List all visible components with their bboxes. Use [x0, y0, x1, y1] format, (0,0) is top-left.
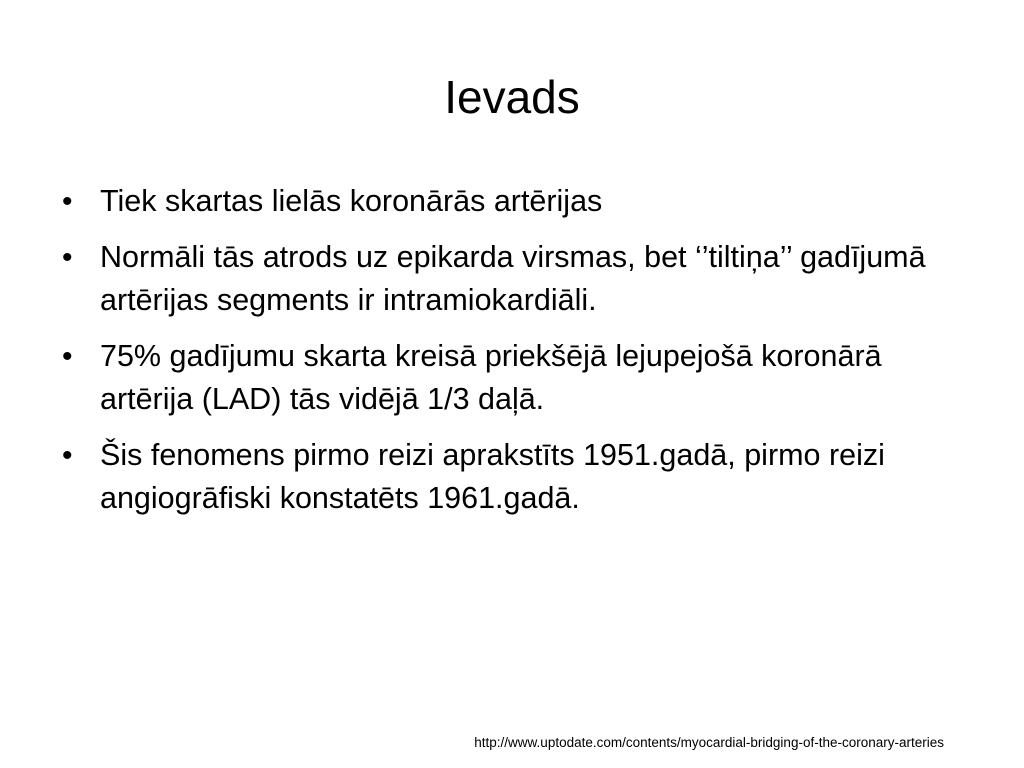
bullet-text: Tiek skartas lielās koronārās artērijas [100, 184, 603, 218]
bullet-item [62, 434, 972, 521]
bullet-icon: • [62, 185, 73, 218]
bullet-icon: • [62, 240, 73, 274]
slide-title: Ievads [444, 71, 580, 123]
bullet-list [62, 180, 972, 533]
bullet-text: 75% gadījumu skarta kreisā priekšējā lejupejošā koronārā artērija (LAD) tās vidējā 1/3 daļā. [100, 338, 882, 416]
bullet-icon: • [62, 438, 73, 472]
bullet-item [62, 236, 972, 323]
bullet-item [62, 180, 972, 224]
bullet-item [62, 335, 972, 422]
bullet-icon: • [62, 339, 73, 373]
bullet-text: Šis fenomens pirmo reizi aprakstīts 1951.gadā, pirmo reizi angiogrāfiski konstatēts 1961.gadā. [100, 437, 885, 515]
bullet-text: Normāli tās atrods uz epikarda virsmas, bet ‘’tiltiņa’’ gadījumā artērijas segments ir intramiokardiāli. [100, 239, 926, 317]
source-url[interactable]: http://www.uptodate.com/contents/myocardial-bridging-of-the-coronary-arteries [474, 735, 944, 750]
